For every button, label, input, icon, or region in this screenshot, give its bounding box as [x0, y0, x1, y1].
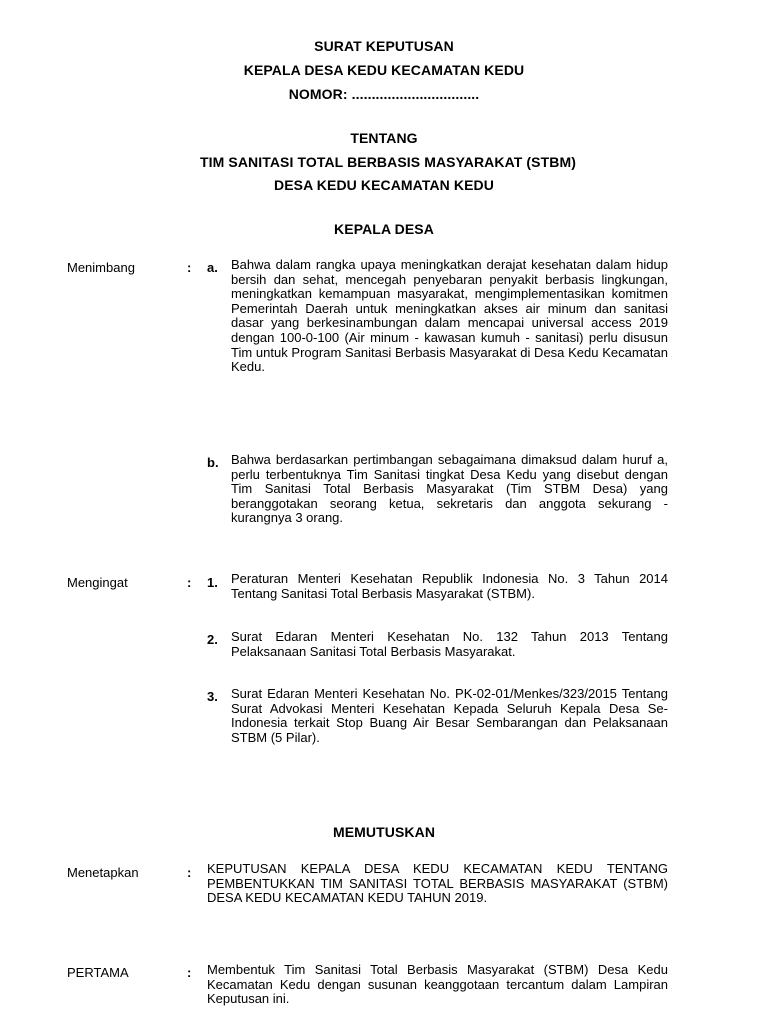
mengingat-3-marker: 3. — [207, 689, 218, 704]
doc-title: SURAT KEPUTUSAN — [314, 38, 454, 54]
menimbang-a-marker: a. — [207, 260, 218, 275]
menimbang-colon: : — [187, 260, 192, 275]
authority-heading: KEPALA DESA — [334, 221, 434, 237]
decision-heading: MEMUTUSKAN — [332, 824, 436, 840]
menetapkan-text: KEPUTUSAN KEPALA DESA KEDU KECAMATAN KEDU TENTANG PEMBENTUKKAN TIM SANITASI TOTAL BERBASIS MASYARAKAT (STBM) DESA KEDU KECAMATAN KEDU TAHUN 2019. — [207, 861, 668, 906]
pertama-colon: : — [187, 965, 192, 980]
about-subject: TIM SANITASI TOTAL BERBASIS MASYARAKAT (STBM) — [199, 154, 577, 170]
mengingat-colon: : — [187, 575, 192, 590]
mengingat-2-text: Surat Edaran Menteri Kesehatan No. 132 Tahun 2013 Tentang Pelaksanaan Sanitasi Total Berbasis Masyarakat. — [231, 629, 668, 659]
about-heading: TENTANG — [350, 130, 418, 146]
pertama-text: Membentuk Tim Sanitasi Total Berbasis Masyarakat (STBM) Desa Kedu Kecamatan Kedu dengan susunan keanggotaan tercantum dalam Lampiran Keputusan ini. — [207, 962, 668, 1007]
menimbang-label: Menimbang — [67, 260, 135, 275]
pertama-label: PERTAMA — [67, 965, 129, 980]
menimbang-b-text: Bahwa berdasarkan pertimbangan sebagaimana dimaksud dalam huruf a, perlu terbentuknya Tim Sanitasi tingkat Desa Kedu yang disebut dengan Tim Sanitasi Total Berbasis Masyarakat (Tim STBM Desa) yang beranggotakan seorang ketua, sekretaris dan anggota sekurang - kurangnya 3 orang. — [231, 452, 668, 526]
mengingat-3-text: Surat Edaran Menteri Kesehatan No. PK-02-01/Menkes/323/2015 Tentang Surat Advokasi Menteri Kesehatan Kepada Seluruh Kepala Desa Se-Indonesia terkait Stop Buang Air Besar Sembarangan dan Pelaksanaan STBM (5 Pilar). — [231, 686, 668, 745]
menimbang-a-text: Bahwa dalam rangka upaya meningkatkan derajat kesehatan dalam hidup bersih dan sehat, mencegah penyebaran penyakit berbasis lingkungan, meningkatkan kemampuan masyarakat, mengimplementasikan komitmen Pemerintah Daerah untuk meningkatkan akses air minum dan sanitasi dasar yang berkesinambungan dalam mencapai universal access 2019 dengan 100-0-100 (Air minum - kawasan kumuh - sanitasi) perlu disusun Tim untuk Program Sanitasi Berbasis Masyarakat di Desa Kedu Kecamatan Kedu. — [231, 257, 668, 375]
doc-number: NOMOR: ................................ — [288, 86, 480, 102]
menimbang-b-marker: b. — [207, 455, 219, 470]
mengingat-label: Mengingat — [67, 575, 128, 590]
mengingat-2-marker: 2. — [207, 632, 218, 647]
menetapkan-label: Menetapkan — [67, 865, 139, 880]
mengingat-1-text: Peraturan Menteri Kesehatan Republik Indonesia No. 3 Tahun 2014 Tentang Sanitasi Total Berbasis Masyarakat (STBM). — [231, 571, 668, 601]
menetapkan-colon: : — [187, 865, 192, 880]
doc-issuer: KEPALA DESA KEDU KECAMATAN KEDU — [243, 62, 525, 78]
about-location: DESA KEDU KECAMATAN KEDU — [274, 177, 494, 193]
mengingat-1-marker: 1. — [207, 575, 218, 590]
